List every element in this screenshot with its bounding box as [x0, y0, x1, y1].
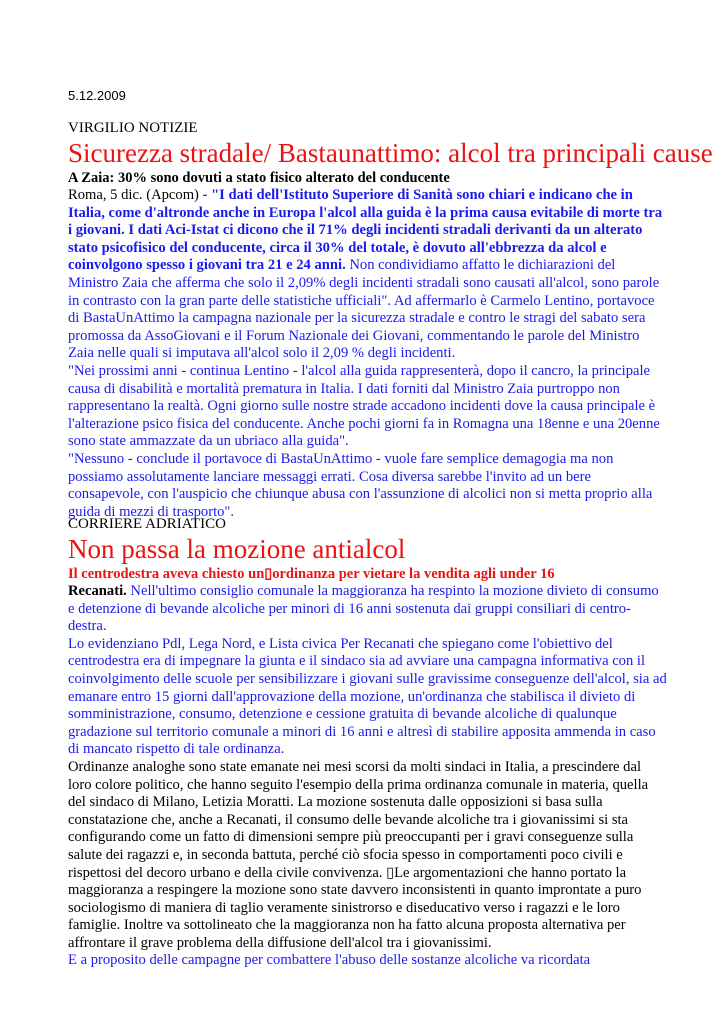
article-headline: Non passa la mozione antialcol — [68, 534, 406, 564]
article-paragraph: Lo evidenziano Pdl, Lega Nord, e Lista civica Per Recanati che spiegano come l'obiettivo del centrodestra era di impegnare la giunta e il sindaco sia ad avviare una campagna informativa con il coinvolgimento delle scuole per sensibilizzare i giovani sulle gravissime conseguenze dell'alcol, sia ad emanare entro 15 giorni dall'approvazione della mozione, un'ordinanza che stabilisca il divieto di somministrazione, consumo, detenzione e cessione gratuita di bevande alcoliche di qualunque gradazione sul territorio comunale a minori di 16 anni e altresì di stabilire apposita ammenda in caso di mancato rispetto di tale ordinanza. — [68, 635, 667, 758]
article-lead-paragraph — [68, 187, 668, 363]
lead-bold-text: - "I dati dell'Istituto Superiore di Sanità sono chiari e indicano che in Italia, come d'altronde anche in Europa l'alcol alla guida è la prima causa evitabile di morte tra i giovani. I dati Aci-Istat ci dicono che il 71% degli incidenti stradali derivanti da un alterato stato psicofisico del conducente, circa il 30% del totale, è dovuto all'ebbrezza da alcol e coinvolgono spesso i giovani tra 21 e 24 anni. — [68, 187, 663, 274]
article-headline: Sicurezza stradale/ Bastaunattimo: alcol tra principali cause — [68, 138, 713, 168]
lead-text: Non condividiamo affatto le dichiarazioni del Ministro Zaia che afferma che solo il 2,09% degli incidenti stradali sono causati all'alcol, sono parole in contrasto con la gran parte delle statistiche ufficiali". Ad affermarlo è Carmelo Lentino, portavoce di BastaUnAttimo la campagna nazionale per la sicurezza stradale e contro le stragi del sabato sera promossa da AssoGiovani e il Forum Nazionale dei Giovani, commentando le parole del Ministro Zaia nelle quali si imputava all'alcol solo il 2,09 % degli incidenti. — [68, 257, 660, 362]
lead-text: Nell'ultimo consiglio comunale la maggioranza ha respinto la mozione divieto di consumo e detenzione di bevande alcoliche per minori di 16 anni sostenuta dai gruppi consiliari di centro-destra. — [68, 583, 659, 635]
article-paragraph: E a proposito delle campagne per combattere l'abuso delle sostanze alcoliche va ricordata — [68, 952, 591, 969]
article-paragraph: Ordinanze analoghe sono state emanate nei mesi scorsi da molti sindaci in Italia, a prescindere dal loro colore politico, che hanno seguito l'esempio della prima ordinanza comunale in materia, quella del sindaco di Milano, Letizia Moratti. La mozione sostenuta dalle opposizioni si basa sulla constatazione che, anche a Recanati, il consumo delle bevande alcoliche tra i giovanissimi si sta configurando come un fatto di dimensioni sempre più preoccupanti per i gravi conseguenze sulla salute dei ragazzi e, in seconda battuta, perché ciò sfocia spesso in comportamenti poco civili e rispettosi del decoro urbano e della civile convivenza. ▯Le argomentazioni che hanno portato la maggioranza a respingere la mozione sono state davvero inconsistenti in quanto improntate a puro sociologismo di maniera di taglio veramente sinistrorso e diseducativo verso i ragazzi e le loro famiglie. Inoltre va sottolineato che la maggioranza non ha fatto alcuna proposta alternativa per affrontare il grave problema della diffusione dell'alcol tra i giovanissimi. — [68, 758, 649, 951]
article-source: VIRGILIO NOTIZIE — [68, 120, 198, 136]
article-source: CORRIERE ADRIATICO — [68, 516, 226, 532]
article-paragraph: "Nei prossimi anni - continua Lentino - l'alcol alla guida rappresenterà, dopo il cancro, la principale causa di disabilità e mortalità prematura in Italia. I dati forniti dal Ministro Zaia purtroppo non rappresentano la realtà. Ogni giorno sulle nostre strade accadono incidenti dove la causa principale è l'alterazione psico fisica del conducente. Anche pochi giorni fa in Romagna una 18enne e una 20enne sono state ammazzate da un ubriaco alla guida". — [68, 362, 660, 450]
article-dateline: Recanati. — [68, 583, 127, 599]
article-paragraph: "Nessuno - conclude il portavoce di BastaUnAttimo - vuole fare semplice demagogia ma non possiamo assolutamente lanciare messaggi errati. Cosa diversa sarebbe l'invito ad un bere consapevole, con l'auspicio che chiunque abusa con l'assunzione di alcolici non si metta proprio alla guida di mezzi di trasporto". — [68, 450, 653, 520]
article-corriere — [68, 515, 668, 970]
article-subtitle: Il centrodestra aveva chiesto un▯ordinanza per vietare la vendita agli under 16 — [68, 566, 555, 582]
article-virgilio — [68, 119, 713, 521]
article-lead-paragraph — [68, 583, 668, 636]
document-date: 5.12.2009 — [68, 88, 126, 103]
article-dateline: Roma, 5 dic. (Apcom) — [68, 187, 199, 203]
article-subtitle: A Zaia: 30% sono dovuti a stato fisico alterato del conducente — [68, 170, 450, 186]
